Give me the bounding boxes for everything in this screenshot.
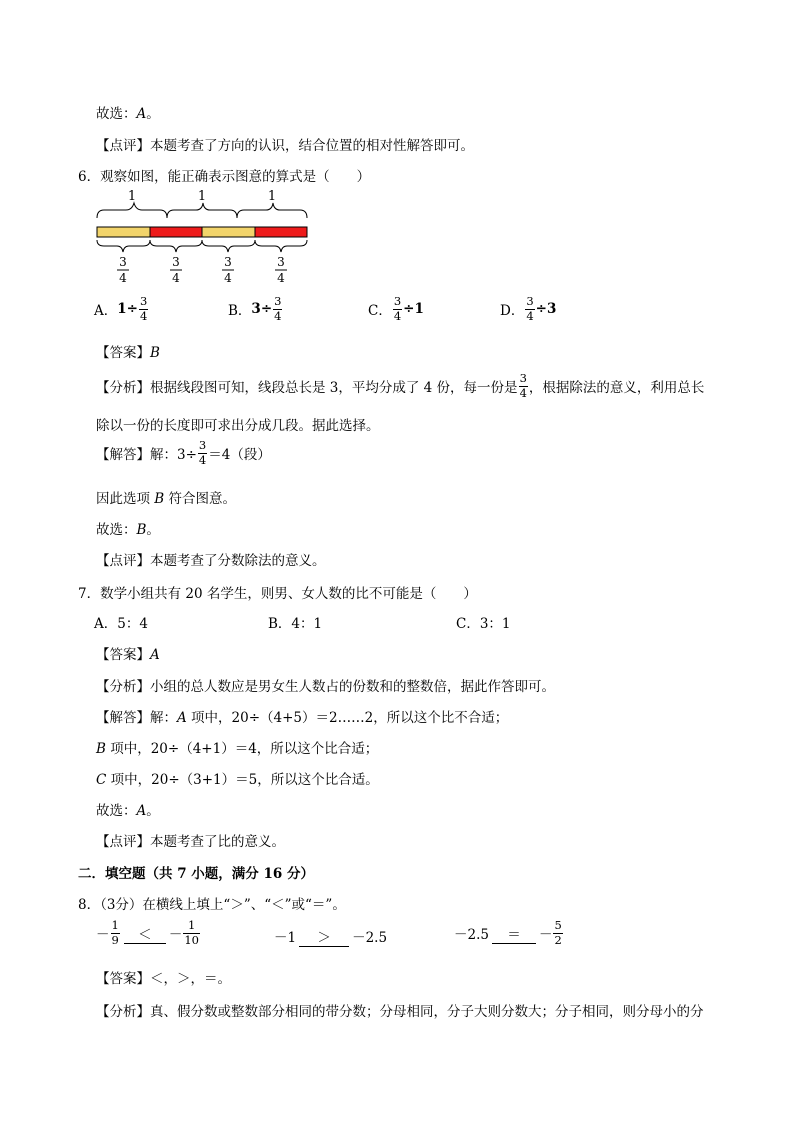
svg-text:3: 3 [119,255,127,269]
segment-1 [97,227,150,237]
q6-option-c: C． $\frac{3}{4}$ ÷1 [368,294,424,323]
q5-comment: 【点评】本题考查了方向的认识，结合位置的相对性解答即可。 [96,138,474,154]
q6-option-b: B．3÷ $\frac{3}{4}$ [228,294,282,323]
top-brace-2 [167,203,237,218]
q8-expression-2: －1 ＞ －2.5 [274,926,387,947]
q6-choice: 故选：B。 [96,522,160,538]
svg-text:3: 3 [277,255,285,269]
svg-text:4: 4 [277,271,285,285]
bottom-brace-3 [202,240,255,252]
q7-stem: 7．数学小组共有 20 名学生，则男、女人数的比不可能是（ ） [78,586,477,602]
q6-comment: 【点评】本题考查了分数除法的意义。 [96,553,326,569]
q6-option-d: D． $\frac{3}{4}$ ÷3 [500,294,557,323]
q8-expression-3: －2.5 ＝ － $\frac{5}{2}$ [454,918,562,947]
q6-answer: 【答案】B [96,345,160,361]
bottom-brace-1 [97,240,150,252]
section-heading: 二．填空题（共 7 小题，满分 16 分） [78,866,314,882]
q6-solution: 【解答】解：3÷ $\frac{3}{4}$ ＝4（段） [96,438,271,467]
svg-text:3: 3 [172,255,180,269]
bottom-brace-2 [150,240,202,252]
bottom-fraction-2 [170,255,182,285]
q7-solution-line3: C 项中，20÷（3+1）＝5，所以这个比合适。 [96,772,379,788]
svg-text:4: 4 [172,271,180,285]
bottom-fraction-4 [275,255,287,285]
segment-2 [150,227,202,237]
q8-expression-1: － $\frac{1}{9}$ ＜ － $\frac{1}{10}$ [96,918,199,947]
q8-answer: 【答案】＜，＞，＝。 [96,971,231,987]
q6-analysis-line1: 【分析】根据线段图可知，线段总长是 3，平均分成了 4 份，每一份是 $\frac{3}{4}$ ，根据除法的意义，利用总长 [96,371,705,400]
top-label-1: 1 [127,190,137,204]
q5-choice: 故选：A。 [96,106,160,122]
top-brace-3 [237,203,307,218]
bottom-fraction-1 [117,255,129,285]
top-label-3: 1 [267,190,277,204]
q6-analysis-line2: 除以一份的长度即可求出分成几段。据此选择。 [96,418,380,434]
segment-3 [202,227,255,237]
q7-option-b: B．4：1 [268,616,323,632]
svg-text:3: 3 [224,255,232,269]
q6-option-a: A．1÷ $\frac{3}{4}$ [94,294,148,323]
top-label-2: 1 [197,190,207,204]
q7-solution-line1: 【解答】解：A 项中，20÷（4+5）＝2……2，所以这个比不合适； [96,710,509,726]
segment-4 [255,227,307,237]
q8-stem: 8．（3分）在横线上填上“＞”、“＜”或“＝”。 [78,897,346,913]
q7-option-c: C．3：1 [456,616,511,632]
q6-stem: 6．观察如图，能正确表示图意的算式是（ ） [78,169,371,185]
q7-solution-line2: B 项中，20÷（4+1）＝4，所以这个比合适； [96,741,379,757]
top-brace-1 [97,203,167,218]
q7-comment: 【点评】本题考查了比的意义。 [96,834,285,850]
q7-choice: 故选：A。 [96,803,160,819]
q7-answer: 【答案】A [96,647,160,663]
svg-text:4: 4 [119,271,127,285]
bottom-brace-4 [255,240,307,252]
svg-text:4: 4 [224,271,232,285]
q8-analysis: 【分析】真、假分数或整数部分相同的带分数；分母相同，分子大则分数大；分子相同，则分母小的分 [96,1004,704,1020]
q7-analysis: 【分析】小组的总人数应是男女生人数占的份数和的整数倍，据此作答即可。 [96,679,555,695]
bottom-fraction-3 [222,255,234,285]
q7-option-a: A．5：4 [94,616,148,632]
q6-therefore: 因此选项 B 符合图意。 [96,491,237,507]
q6-segment-diagram [90,190,320,290]
